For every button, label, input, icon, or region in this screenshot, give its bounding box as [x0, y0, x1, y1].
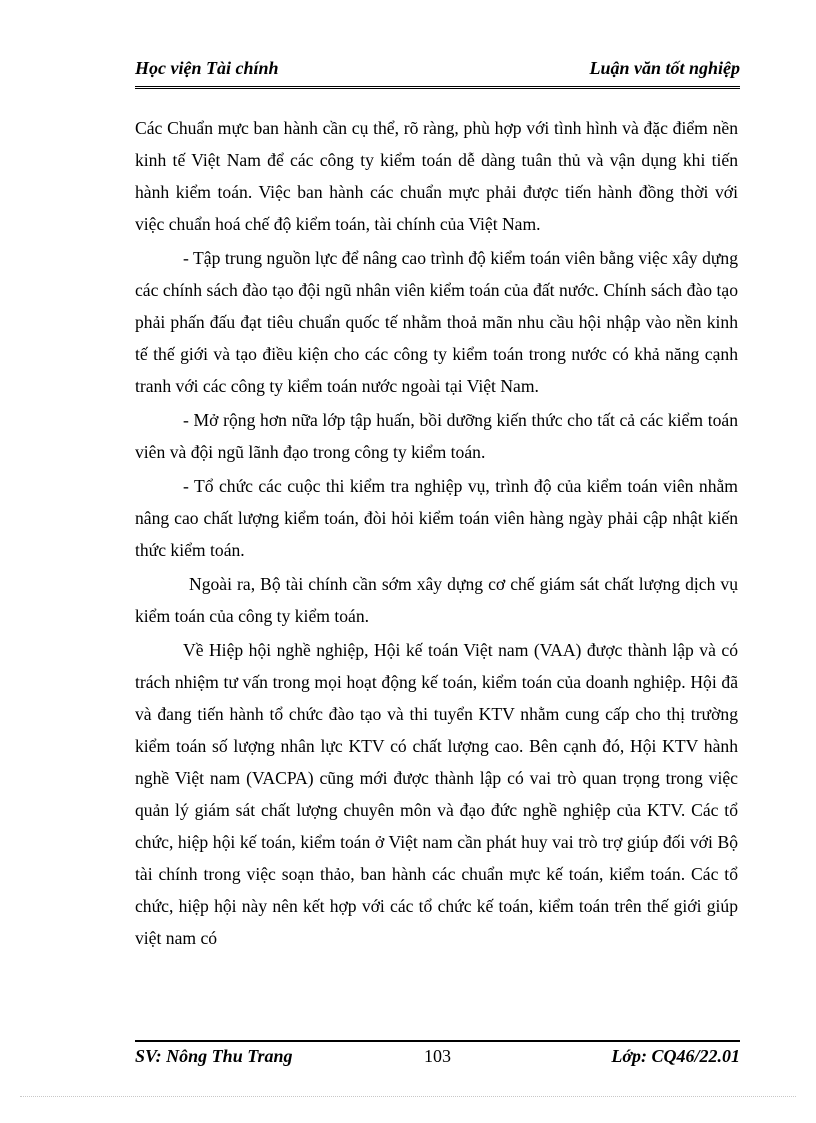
page-bottom-edge — [20, 1096, 796, 1097]
paragraph-associations: Về Hiệp hội nghề nghiệp, Hội kế toán Việt nam (VAA) được thành lập và có trách nhiệm tư vấn trong mọi hoạt động kế toán, kiểm toán của doanh nghiệp. Hội đã và đang tiến hành tổ chức đào tạo và thi tuyển KTV nhằm cung cấp cho thị trường kiểm toán số lượng nhân lực KTV có chất lượng cao. Bên cạnh đó, Hội KTV hành nghề Việt nam (VACPA) cũng mới được thành lập có vai trò quan trọng trong việc quản lý giám sát chất lượng chuyên môn và đạo đức nghề nghiệp của KTV. Các tổ chức, hiệp hội kế toán, kiểm toán ở Việt nam cần phát huy vai trò trợ giúp đối với Bộ tài chính trong việc soạn thảo, ban hành các chuẩn mực kế toán, kiểm toán. Các tổ chức, hiệp hội này nên kết hợp với các tổ chức kế toán, kiểm toán trên thế giới giúp việt nam có — [135, 640, 738, 948]
footer-student-name: SV: Nông Thu Trang — [135, 1046, 293, 1066]
header-institution: Học viện Tài chính — [135, 58, 279, 78]
page-header — [135, 56, 740, 89]
paragraph-exams: - Tổ chức các cuộc thi kiểm tra nghiệp vụ, trình độ của kiểm toán viên nhằm nâng cao chất lượng kiểm toán, đòi hỏi kiểm toán viên hàng ngày phải cập nhật kiến thức kiểm toán. — [135, 476, 738, 560]
paragraph-resources: - Tập trung nguồn lực để nâng cao trình độ kiểm toán viên bằng việc xây dựng các chính sách đào tạo đội ngũ nhân viên kiểm toán của đất nước. Chính sách đào tạo phải phấn đấu đạt tiêu chuẩn quốc tế nhằm thoả mãn nhu cầu hội nhập vào nền kinh tế thế giới và tạo điều kiện cho các công ty kiểm toán trong nước có khả năng cạnh tranh với các công ty kiểm toán nước ngoài tại Việt Nam. — [135, 248, 738, 396]
paragraph-training: - Mở rộng hơn nữa lớp tập huấn, bồi dưỡng kiến thức cho tất cả các kiểm toán viên và đội ngũ lãnh đạo trong công ty kiểm toán. — [135, 410, 738, 462]
footer-class: Lớp: CQ46/22.01 — [611, 1046, 740, 1066]
header-document-type: Luận văn tốt nghiệp — [589, 58, 740, 78]
body-text — [135, 112, 738, 956]
paragraph-supervision: Ngoài ra, Bộ tài chính cần sớm xây dựng cơ chế giám sát chất lượng dịch vụ kiểm toán của công ty kiểm toán. — [135, 574, 738, 626]
paragraph-standards: Các Chuẩn mực ban hành cần cụ thể, rõ ràng, phù hợp với tình hình và đặc điểm nền kinh tế Việt Nam để các công ty kiểm toán dễ dàng tuân thủ và vận dụng khi tiến hành kiểm toán. Việc ban hành các chuẩn mực phải được tiến hành đồng thời với việc chuẩn hoá chế độ kiểm toán, tài chính của Việt Nam. — [135, 118, 738, 234]
footer-page-number: 103 — [424, 1046, 451, 1066]
page-footer — [135, 1040, 740, 1074]
